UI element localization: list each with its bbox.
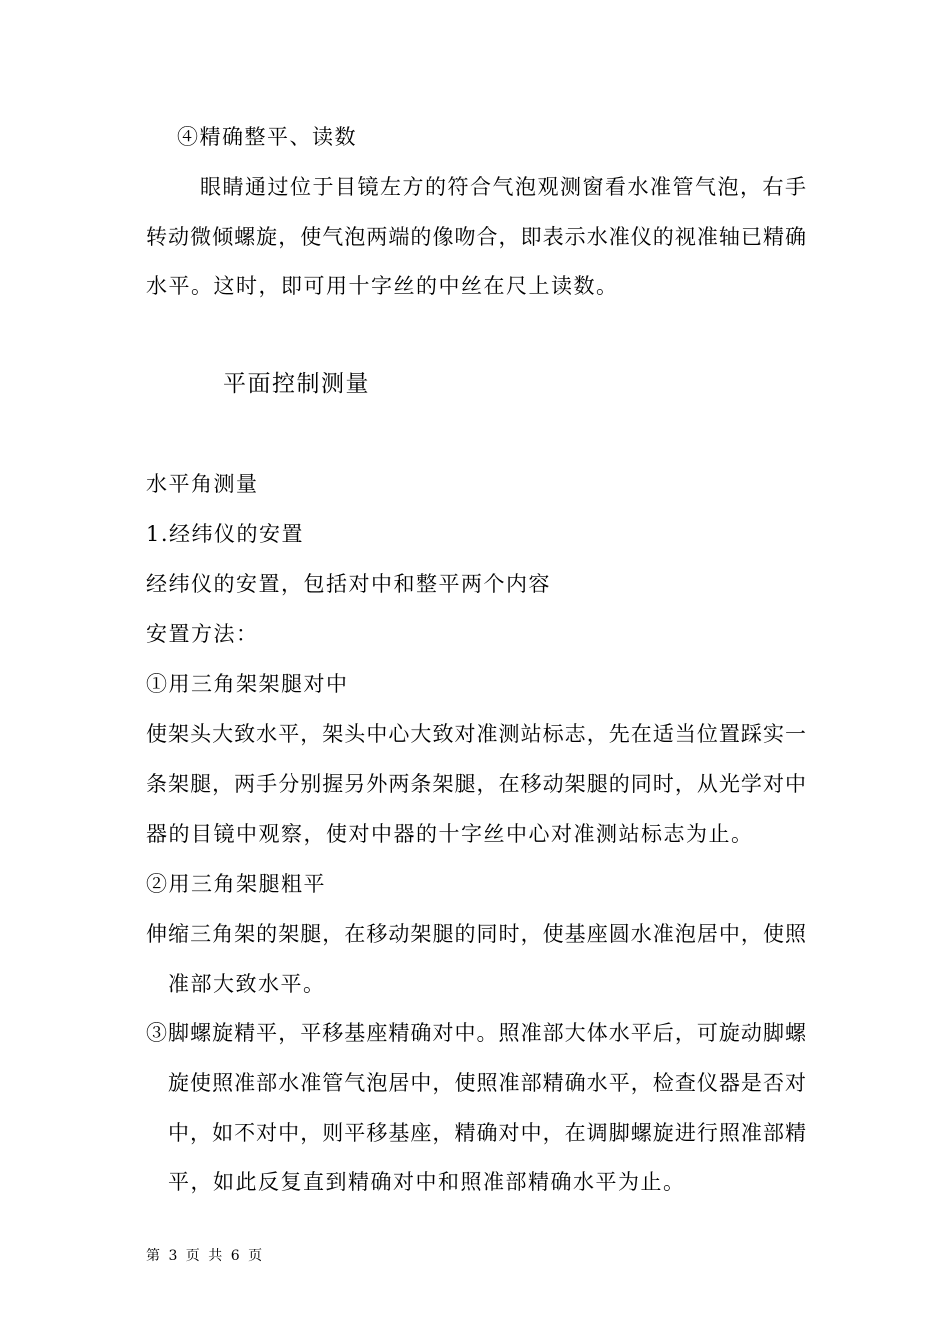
section-title: 平面控制测量 [223,371,370,397]
angle-heading: 水平角测量 [146,472,259,496]
step4-line-2: 转动微倾螺旋，使气泡两端的像吻合，即表示水准仪的视准轴已精确 [146,225,806,249]
item3-line-2: 旋使照准部水准管气泡居中，使照准部精确水平，检查仪器是否对 [168,1071,806,1095]
item1-line-1: 使架头大致水平，架头中心大致对准测站标志，先在适当位置踩实一 [146,722,806,746]
item2-line-1: 伸缩三角架的架腿，在移动架腿的同时，使基座圆水准泡居中，使照 [146,922,806,946]
item3-line-4: 平，如此反复直到精确对中和照准部精确水平为止。 [168,1170,686,1194]
item3-line-1: ③脚螺旋精平，平移基座精确对中。照准部大体水平后，可旋动脚螺 [146,1021,806,1045]
item3-line-3: 中，如不对中，则平移基座，精确对中，在调脚螺旋进行照准部精 [168,1121,806,1145]
step4-line-1: 眼睛通过位于目镜左方的符合气泡观测窗看水准管气泡，右手 [200,175,806,199]
page-number: 第 3 页 共 6 页 [146,1248,265,1264]
angle-intro: 经纬仪的安置，包括对中和整平两个内容 [146,572,551,596]
item2-line-2: 准部大致水平。 [168,972,326,996]
item1-line-3: 器的目镜中观察，使对中器的十字丝中心对准测站标志为止。 [146,822,754,846]
angle-sub-heading: 1.经纬仪的安置 [146,522,305,546]
step4-line-3: 水平。这时，即可用十字丝的中丝在尺上读数。 [146,274,619,298]
item1-heading: ①用三角架架腿对中 [146,672,349,696]
step4-heading: ④精确整平、读数 [177,125,357,149]
item1-line-2: 条架腿，两手分别握另外两条架腿，在移动架腿的同时，从光学对中 [146,772,806,796]
item2-heading: ②用三角架腿粗平 [146,872,326,896]
method-label: 安置方法： [146,622,259,646]
